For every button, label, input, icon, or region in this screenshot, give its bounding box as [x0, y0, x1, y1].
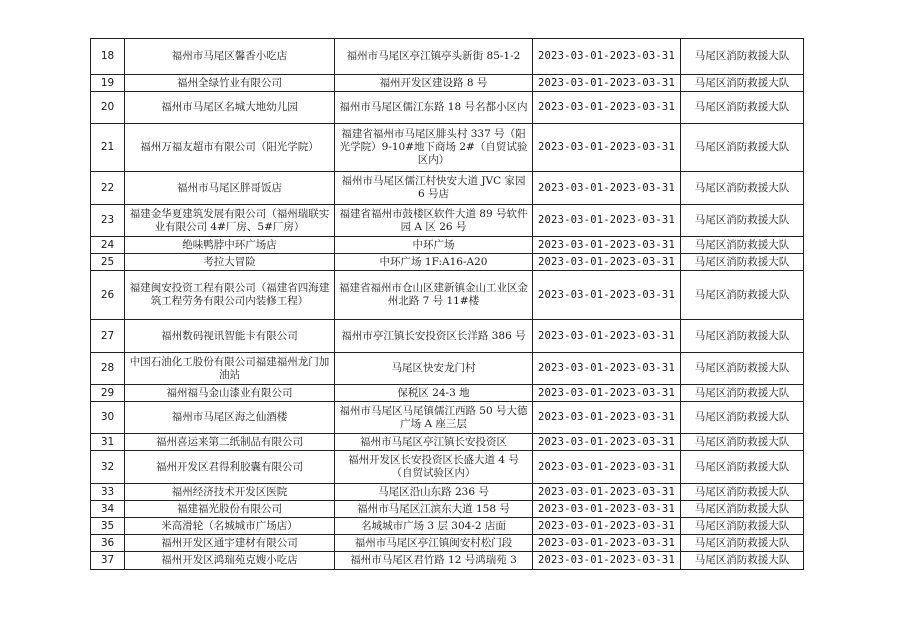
entity-name: 考拉大冒险	[125, 254, 335, 271]
inspecting-unit: 马尾区消防救援大队	[681, 124, 804, 172]
entity-name: 福州市马尾区名城大地幼儿园	[125, 92, 335, 124]
entity-address: 马尾区沿山东路 236 号	[335, 484, 533, 501]
entity-address: 福州市马尾区儒江村快安大道 JVC 家园 6 号店	[335, 172, 533, 205]
row-number: 29	[91, 385, 125, 402]
entity-name: 福州数码视讯智能卡有限公司	[125, 320, 335, 353]
table-row	[91, 124, 804, 172]
inspecting-unit: 马尾区消防救援大队	[681, 518, 804, 535]
table-row	[91, 237, 804, 254]
inspection-period: 2023-03-01-2023-03-31	[533, 402, 681, 434]
inspecting-unit: 马尾区消防救援大队	[681, 501, 804, 518]
entity-name: 绝味鸭脖中环广场店	[125, 237, 335, 254]
table-row	[91, 75, 804, 92]
entity-address: 福州市马尾区亭江镇闽安村松门段	[335, 535, 533, 552]
entity-address: 福州市马尾区儒江东路 18 号名都小区内	[335, 92, 533, 124]
entity-address: 福州开发区建设路 8 号	[335, 75, 533, 92]
row-number: 25	[91, 254, 125, 271]
entity-address: 福州市马尾区君竹路 12 号鸿瑞苑 3	[335, 552, 533, 570]
inspecting-unit: 马尾区消防救援大队	[681, 353, 804, 385]
inspecting-unit: 马尾区消防救援大队	[681, 320, 804, 353]
entity-name: 福建金华夏建筑发展有限公司（福州瑞联实业有限公司 4#厂房、5#厂房）	[125, 205, 335, 237]
row-number: 32	[91, 451, 125, 484]
inspection-period: 2023-03-01-2023-03-31	[533, 518, 681, 535]
table-row	[91, 271, 804, 320]
entity-name: 福州市马尾区馨香小吃店	[125, 39, 335, 75]
inspection-period: 2023-03-01-2023-03-31	[533, 254, 681, 271]
entity-name: 福州开发区通宇建材有限公司	[125, 535, 335, 552]
inspection-period: 2023-03-01-2023-03-31	[533, 172, 681, 205]
table-row	[91, 92, 804, 124]
entity-name: 福州福马金山漆业有限公司	[125, 385, 335, 402]
table-row	[91, 320, 804, 353]
entity-name: 福州开发区君得利胶囊有限公司	[125, 451, 335, 484]
row-number: 26	[91, 271, 125, 320]
row-number: 20	[91, 92, 125, 124]
inspecting-unit: 马尾区消防救援大队	[681, 39, 804, 75]
row-number: 18	[91, 39, 125, 75]
table-row	[91, 501, 804, 518]
row-number: 21	[91, 124, 125, 172]
entity-name: 福州喜运来第二纸制品有限公司	[125, 434, 335, 451]
entity-name: 中国石油化工股份有限公司福建福州龙门加油站	[125, 353, 335, 385]
row-number: 31	[91, 434, 125, 451]
row-number: 24	[91, 237, 125, 254]
inspecting-unit: 马尾区消防救援大队	[681, 172, 804, 205]
inspection-period: 2023-03-01-2023-03-31	[533, 501, 681, 518]
inspection-period: 2023-03-01-2023-03-31	[533, 535, 681, 552]
inspection-period: 2023-03-01-2023-03-31	[533, 124, 681, 172]
table-row	[91, 353, 804, 385]
row-number: 22	[91, 172, 125, 205]
inspecting-unit: 马尾区消防救援大队	[681, 254, 804, 271]
inspecting-unit: 马尾区消防救援大队	[681, 205, 804, 237]
table-row	[91, 205, 804, 237]
entity-address: 福建省福州市马尾区腓头村 337 号（阳光学院）9-10#地下商场 2#（自贸试验区内）	[335, 124, 533, 172]
entity-address: 福州市马尾区马尾镇儒江西路 50 号大德广场 A 座三层	[335, 402, 533, 434]
entity-address: 中环广场 1F:A16-A20	[335, 254, 533, 271]
entity-address: 保税区 24-3 地	[335, 385, 533, 402]
inspection-period: 2023-03-01-2023-03-31	[533, 552, 681, 570]
entity-name: 福建福光股份有限公司	[125, 501, 335, 518]
entity-name: 福州市马尾区胖哥饭店	[125, 172, 335, 205]
inspection-period: 2023-03-01-2023-03-31	[533, 39, 681, 75]
inspecting-unit: 马尾区消防救援大队	[681, 237, 804, 254]
inspecting-unit: 马尾区消防救援大队	[681, 385, 804, 402]
inspection-period: 2023-03-01-2023-03-31	[533, 92, 681, 124]
inspection-period: 2023-03-01-2023-03-31	[533, 75, 681, 92]
row-number: 27	[91, 320, 125, 353]
entity-name: 福州市马尾区海之仙酒楼	[125, 402, 335, 434]
table-row	[91, 254, 804, 271]
entity-address: 中环广场	[335, 237, 533, 254]
inspection-period: 2023-03-01-2023-03-31	[533, 320, 681, 353]
inspecting-unit: 马尾区消防救援大队	[681, 552, 804, 570]
inspection-table	[90, 38, 804, 570]
entity-address: 福州市马尾区江滨东大道 158 号	[335, 501, 533, 518]
entity-address: 福建省福州市仓山区建新镇金山工业区金州北路 7 号 11#楼	[335, 271, 533, 320]
row-number: 36	[91, 535, 125, 552]
table-row	[91, 434, 804, 451]
inspecting-unit: 马尾区消防救援大队	[681, 535, 804, 552]
table-row	[91, 402, 804, 434]
inspection-period: 2023-03-01-2023-03-31	[533, 271, 681, 320]
entity-address: 马尾区快安龙门村	[335, 353, 533, 385]
inspection-period: 2023-03-01-2023-03-31	[533, 484, 681, 501]
entity-address: 福州市马尾区亭江镇亭头新街 85-1-2	[335, 39, 533, 75]
table-row	[91, 484, 804, 501]
inspection-period: 2023-03-01-2023-03-31	[533, 205, 681, 237]
row-number: 34	[91, 501, 125, 518]
entity-name: 福州经济技术开发区医院	[125, 484, 335, 501]
inspecting-unit: 马尾区消防救援大队	[681, 402, 804, 434]
row-number: 23	[91, 205, 125, 237]
row-number: 33	[91, 484, 125, 501]
table-row	[91, 451, 804, 484]
inspection-period: 2023-03-01-2023-03-31	[533, 434, 681, 451]
entity-name: 福建闽安投资工程有限公司（福建省四海建筑工程劳务有限公司内装修工程）	[125, 271, 335, 320]
table-body	[91, 39, 804, 570]
inspection-period: 2023-03-01-2023-03-31	[533, 353, 681, 385]
inspecting-unit: 马尾区消防救援大队	[681, 434, 804, 451]
row-number: 19	[91, 75, 125, 92]
inspecting-unit: 马尾区消防救援大队	[681, 484, 804, 501]
row-number: 37	[91, 552, 125, 570]
inspection-period: 2023-03-01-2023-03-31	[533, 237, 681, 254]
row-number: 30	[91, 402, 125, 434]
table-row	[91, 518, 804, 535]
entity-address: 福州开发区长安投资区长盛大道 4 号（自贸试验区内）	[335, 451, 533, 484]
entity-name: 福州开发区鸿瑞苑克嫂小吃店	[125, 552, 335, 570]
inspection-period: 2023-03-01-2023-03-31	[533, 451, 681, 484]
row-number: 35	[91, 518, 125, 535]
inspecting-unit: 马尾区消防救援大队	[681, 271, 804, 320]
table-row	[91, 39, 804, 75]
inspecting-unit: 马尾区消防救援大队	[681, 451, 804, 484]
entity-name: 米高滑轮（名城城市广场店）	[125, 518, 335, 535]
inspection-period: 2023-03-01-2023-03-31	[533, 385, 681, 402]
table-row	[91, 385, 804, 402]
inspecting-unit: 马尾区消防救援大队	[681, 92, 804, 124]
entity-address: 福州市马尾区亭江镇长安投资区	[335, 434, 533, 451]
entity-name: 福州全绿竹业有限公司	[125, 75, 335, 92]
entity-name: 福州万福友超市有限公司（阳光学院）	[125, 124, 335, 172]
table-row	[91, 172, 804, 205]
row-number: 28	[91, 353, 125, 385]
entity-address: 福建省福州市鼓楼区软件大道 89 号软件园 A 区 26 号	[335, 205, 533, 237]
entity-address: 名城城市广场 3 层 304-2 店面	[335, 518, 533, 535]
inspecting-unit: 马尾区消防救援大队	[681, 75, 804, 92]
table-row	[91, 552, 804, 570]
entity-address: 福州市亭江镇长安投资区长洋路 386 号	[335, 320, 533, 353]
table-row	[91, 535, 804, 552]
